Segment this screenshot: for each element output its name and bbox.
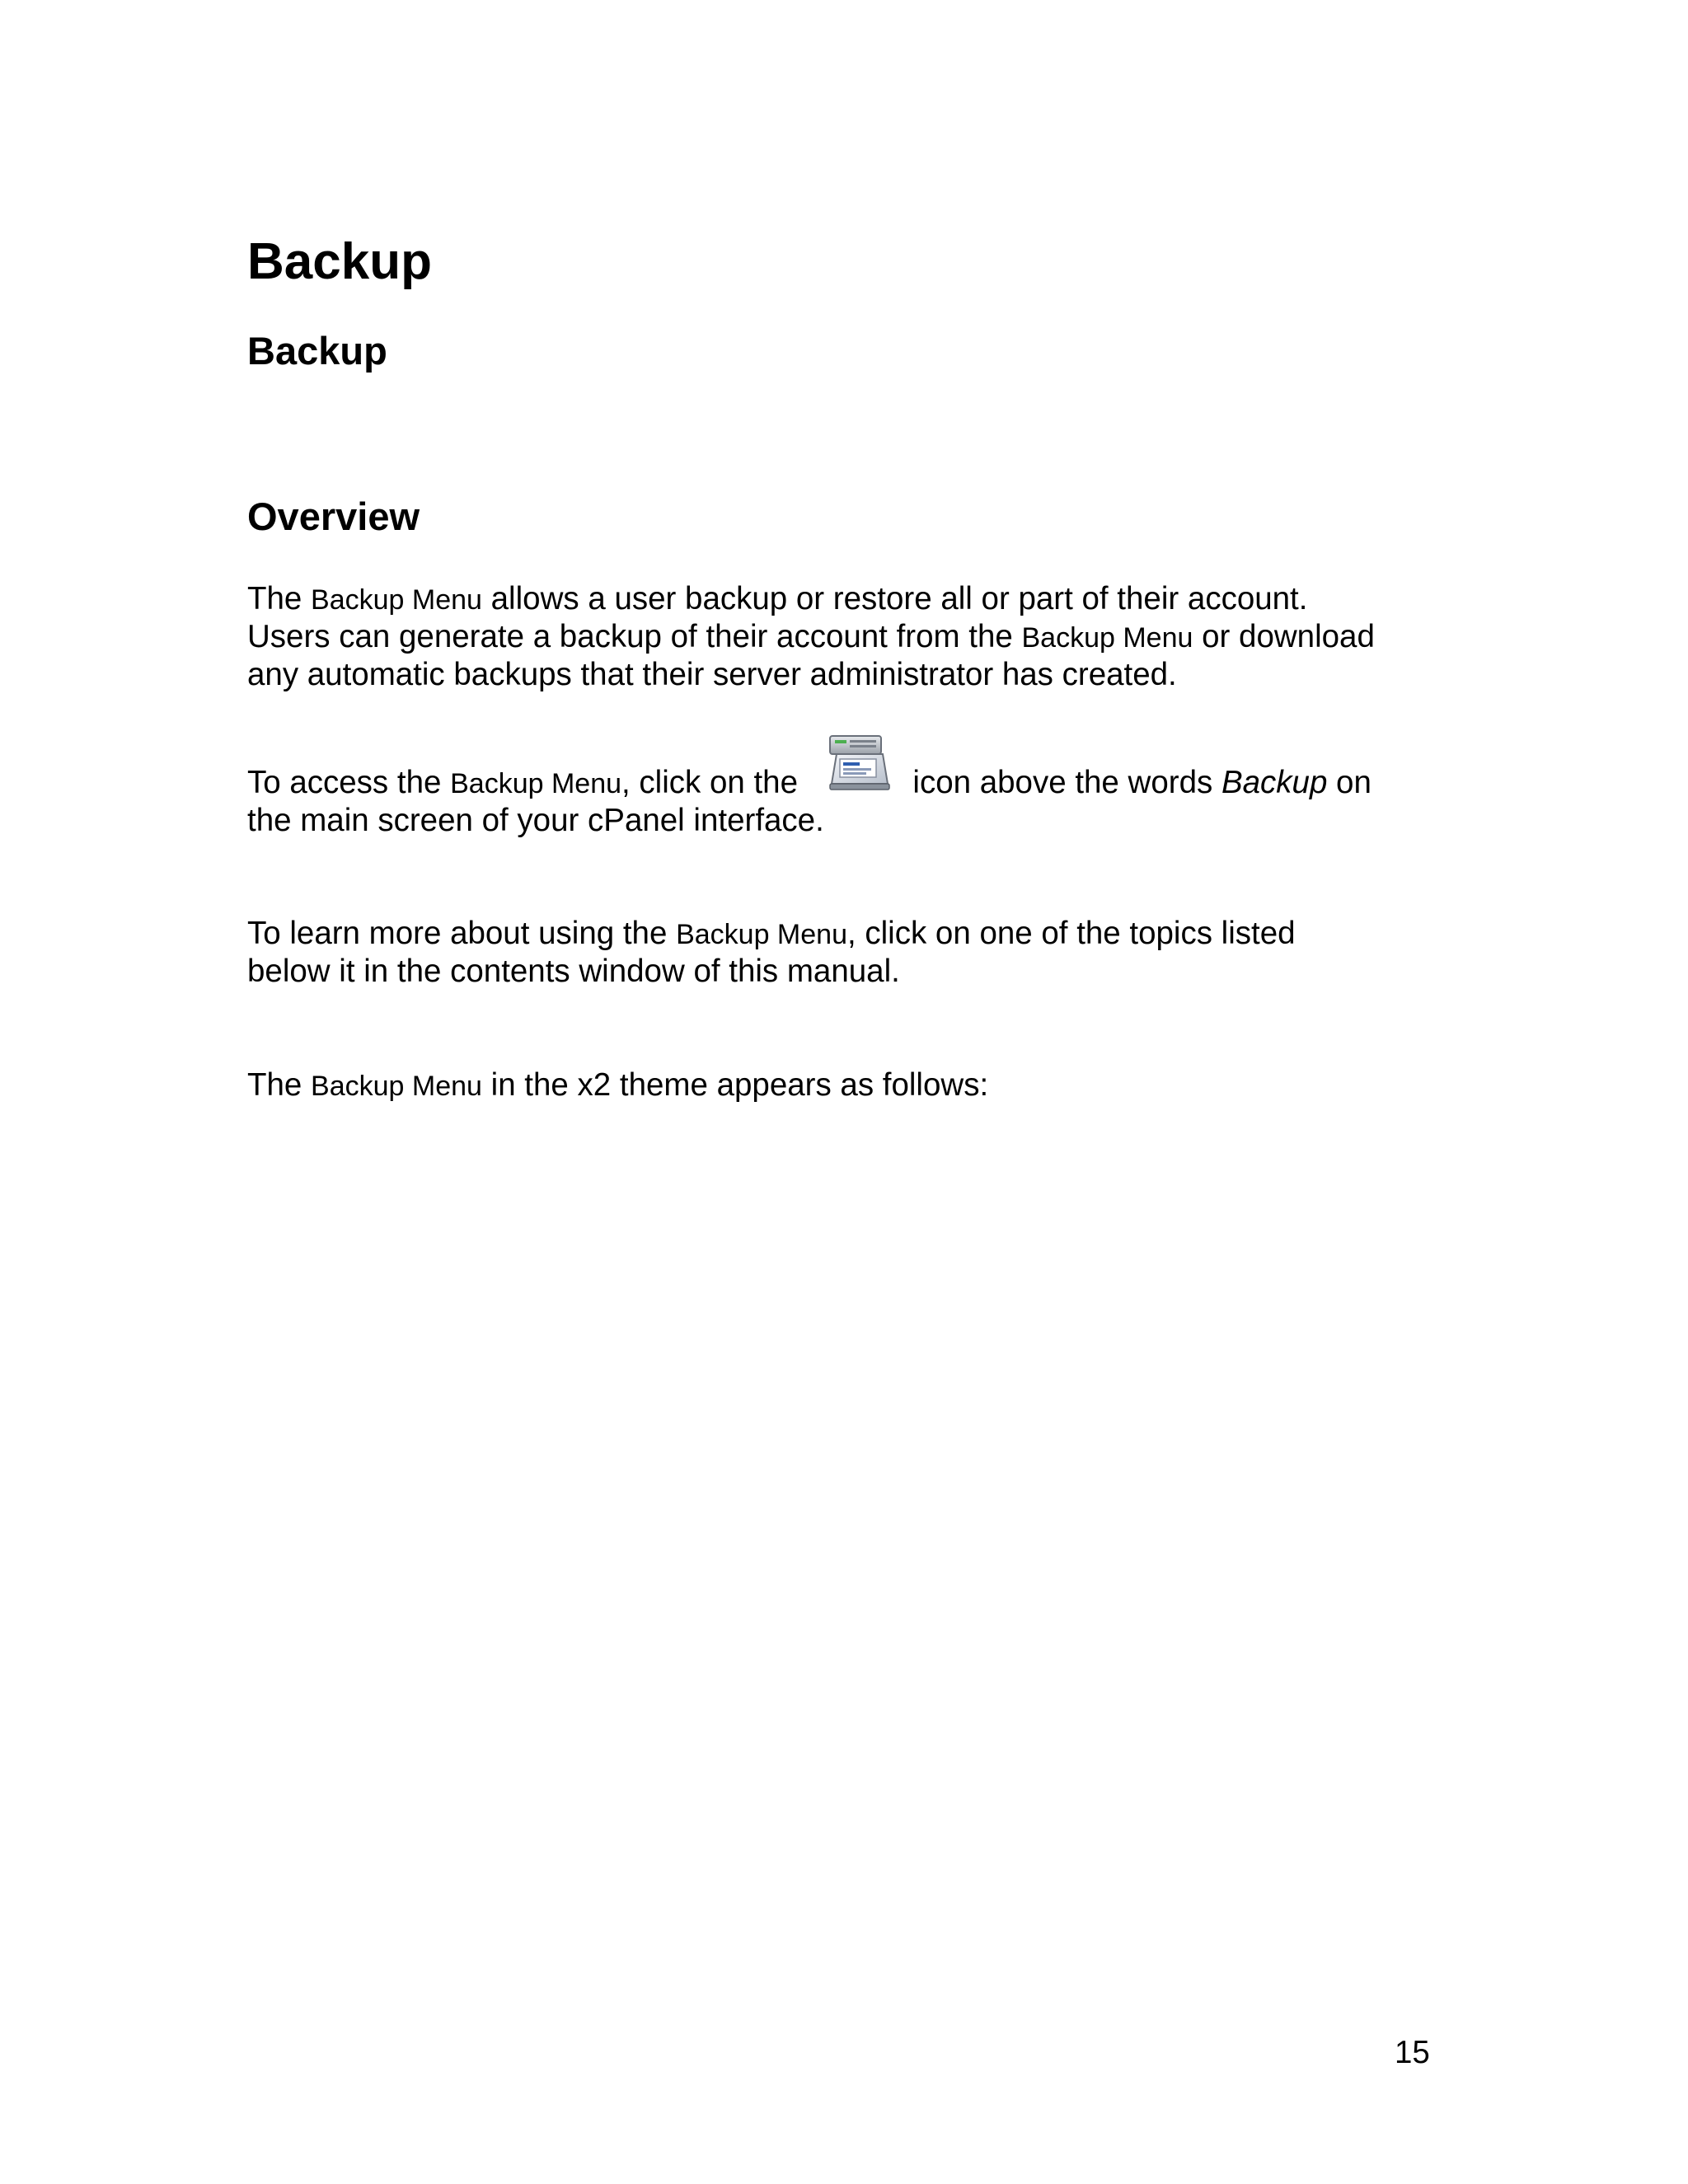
text-run: on — [1327, 765, 1372, 800]
text-line — [247, 764, 1372, 802]
access-paragraph — [247, 764, 1372, 840]
page-number: 15 — [1395, 2035, 1430, 2070]
menu-term: Backup Menu — [1021, 622, 1193, 654]
menu-term: Backup Menu — [311, 584, 482, 616]
text-line: any automatic backups that their server administrator has created. — [247, 657, 1177, 692]
menu-term: Backup Menu — [311, 1071, 482, 1102]
overview-paragraph — [247, 580, 1375, 694]
text-line — [247, 580, 1375, 618]
section-title: Backup — [247, 329, 387, 373]
text-run: or download — [1193, 619, 1375, 654]
text-line — [247, 915, 1296, 953]
menu-term: Backup Menu — [450, 768, 622, 799]
subsection-title: Overview — [247, 494, 420, 538]
text-run: Users can generate a backup of their account from the — [247, 619, 1022, 654]
text-run: in the x2 theme appears as follows: — [481, 1067, 989, 1103]
text-run: To access the — [247, 765, 451, 800]
text-line — [247, 618, 1375, 656]
text-run: , click on one of the topics listed — [846, 916, 1296, 951]
backup-disk-icon — [807, 764, 904, 802]
menu-term: Backup Menu — [676, 919, 847, 950]
text-run: icon above the words — [903, 765, 1221, 800]
emphasized-word: Backup — [1221, 765, 1328, 800]
text-run: allows a user backup or restore all or part of their account. — [481, 581, 1308, 616]
text-line: the main screen of your cPanel interface. — [247, 803, 824, 838]
chapter-title: Backup — [247, 233, 432, 290]
text-run: To learn more about using the — [247, 916, 677, 951]
text-run: The — [247, 1067, 312, 1103]
text-run: , click on the — [621, 765, 807, 800]
theme-paragraph — [247, 1066, 988, 1104]
text-run: The — [247, 581, 312, 616]
text-line: below it in the contents window of this manual. — [247, 954, 900, 989]
learn-more-paragraph — [247, 915, 1296, 991]
text-line — [247, 1066, 988, 1104]
